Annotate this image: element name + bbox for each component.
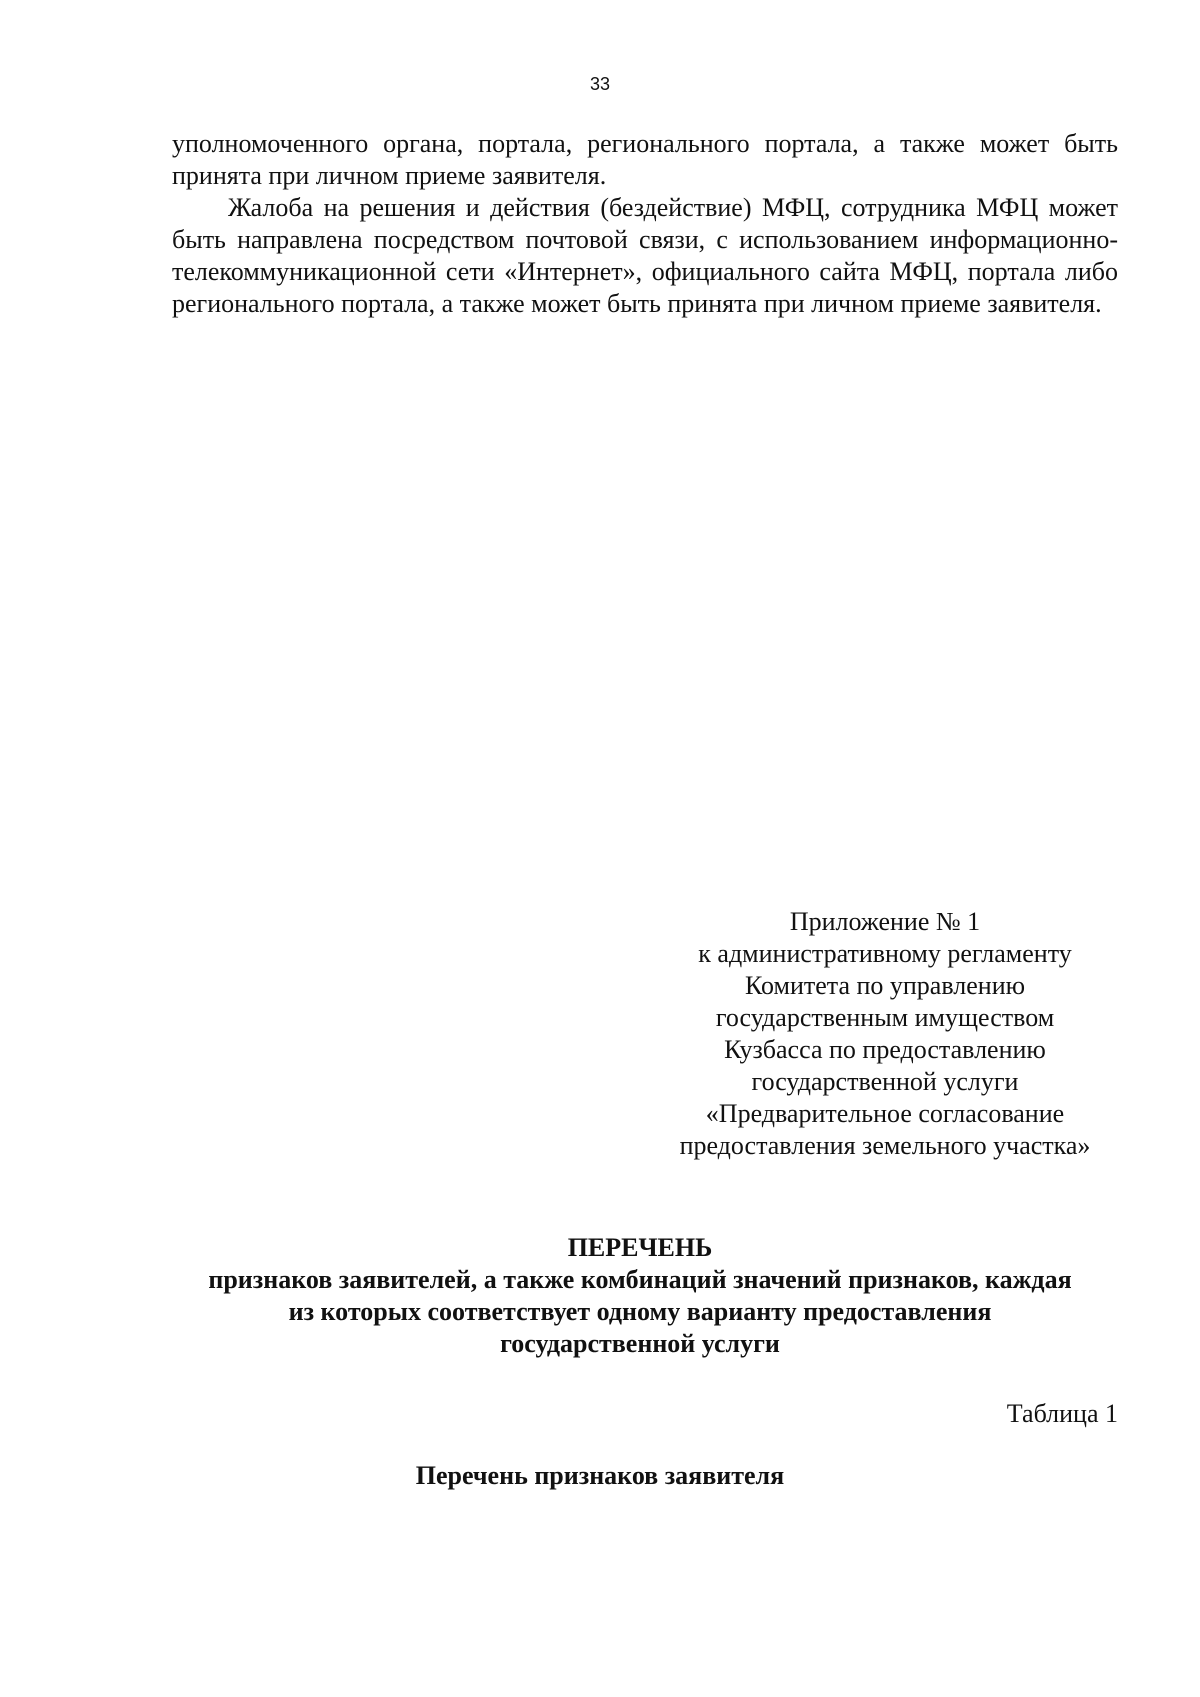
appendix-line: государственным имуществом xyxy=(715,1003,1055,1032)
appendix-line: к административному регламенту xyxy=(698,939,1072,968)
paragraph-complaint-mfc: Жалоба на решения и действия (бездействие) МФЦ, сотрудника МФЦ может быть направлена посредством почтовой связи, с использованием информационно-телекоммуникационной сети «Интернет», официального сайта МФЦ, портала либо регионального портала, а также может быть принята при личном приеме заявителя. xyxy=(172,193,1118,318)
heading-subtitle-line: признаков заявителей, а также комбинаций значений признаков, каждая xyxy=(208,1265,1072,1294)
appendix-line: предоставления земельного участка» xyxy=(679,1131,1091,1160)
table-label: Таблица 1 xyxy=(1006,1399,1118,1428)
appendix-line: «Предварительное согласование xyxy=(705,1099,1065,1128)
appendix-line: Комитета по управлению xyxy=(744,971,1026,1000)
appendix-line: Кузбасса по предоставлению xyxy=(724,1035,1046,1064)
body-text xyxy=(172,128,1118,320)
appendix-reference xyxy=(650,906,1120,1162)
appendix-line: государственной услуги xyxy=(751,1067,1019,1096)
heading-subtitle-line: государственной услуги xyxy=(500,1329,780,1358)
document-heading xyxy=(160,1232,1120,1360)
paragraph-continuation: уполномоченного органа, портала, регионального портала, а также может быть принята при личном приеме заявителя. xyxy=(172,129,1118,190)
heading-subtitle-line: из которых соответствует одному варианту предоставления xyxy=(288,1297,992,1326)
heading-title: ПЕРЕЧЕНЬ xyxy=(567,1233,713,1262)
page-number: 33 xyxy=(589,74,611,94)
list-title: Перечень признаков заявителя xyxy=(415,1461,785,1490)
appendix-line: Приложение № 1 xyxy=(789,907,981,936)
